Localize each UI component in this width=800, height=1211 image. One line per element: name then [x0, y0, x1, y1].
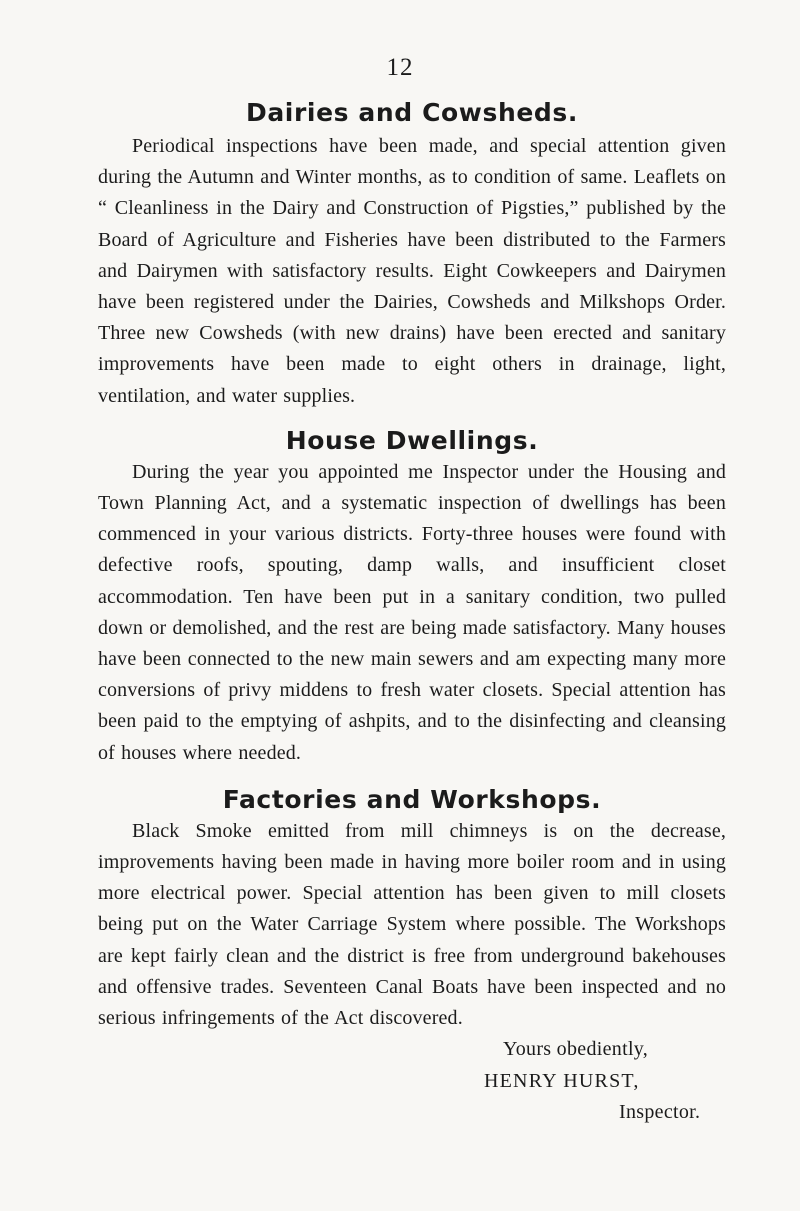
page-number: 12	[386, 54, 414, 81]
signature-name: HENRY HURST,	[484, 1069, 640, 1092]
signature-title: Inspector.	[619, 1101, 701, 1124]
report-body	[98, 96, 726, 1129]
signature-block	[98, 1034, 726, 1129]
section-dairies	[98, 98, 726, 412]
heading-dairies: Dairies and Cowsheds.	[245, 98, 579, 127]
paragraph-house-dwellings: During the year you appointed me Inspector under the Housing and Town Planning Act, and a systematic inspection of dwellings has been commenced in your various districts. Forty-three houses were found with defective roofs, spouting, damp walls, and insufficient closet accommodation. Ten have been put in a sanitary condition, two pulled down or demolished, and the rest are being made satisfactory. Many houses have been connected to the new main sewers and am expecting many more conversions of privy middens to fresh water closets. Special attention has been paid to the emptying of ashpits, and to the disinfecting and cleansing of houses where needed.	[98, 460, 726, 764]
heading-factories: Factories and Workshops.	[222, 784, 602, 814]
section-house-dwellings	[98, 426, 726, 769]
signature-closing: Yours obediently,	[503, 1038, 649, 1061]
paragraph-dairies: Periodical inspections have been made, and special attention given during the Autumn and Winter months, as to condition of same. Leaflets on “ Cleanliness in the Dairy and Construction of Pigsties,” published by the Board of Agriculture and Fisheries have been distributed to the Farmers and Dairymen with satisfactory results. Eight Cowkeepers and Dairymen have been registered under the Dairies, Cowsheds and Milkshops Order. Three new Cowsheds (with new drains) have been erected and sanitary improvements have been made to eight others in drainage, light, ventilation, and water supplies.	[98, 135, 726, 407]
section-factories	[98, 785, 726, 1034]
heading-house-dwellings: House Dwellings.	[285, 425, 539, 455]
paragraph-factories: Black Smoke emitted from mill chimneys is on the decrease, improvements having been made in having more boiler room and in using more electrical power. Special attention has been given to mill closets being put on the Water Carriage System where possible. The Workshops are kept fairly clean and the district is free from underground bakehouses and offensive trades. Seventeen Canal Boats have been inspected and no serious infringements of the Act discovered.	[98, 819, 726, 1030]
